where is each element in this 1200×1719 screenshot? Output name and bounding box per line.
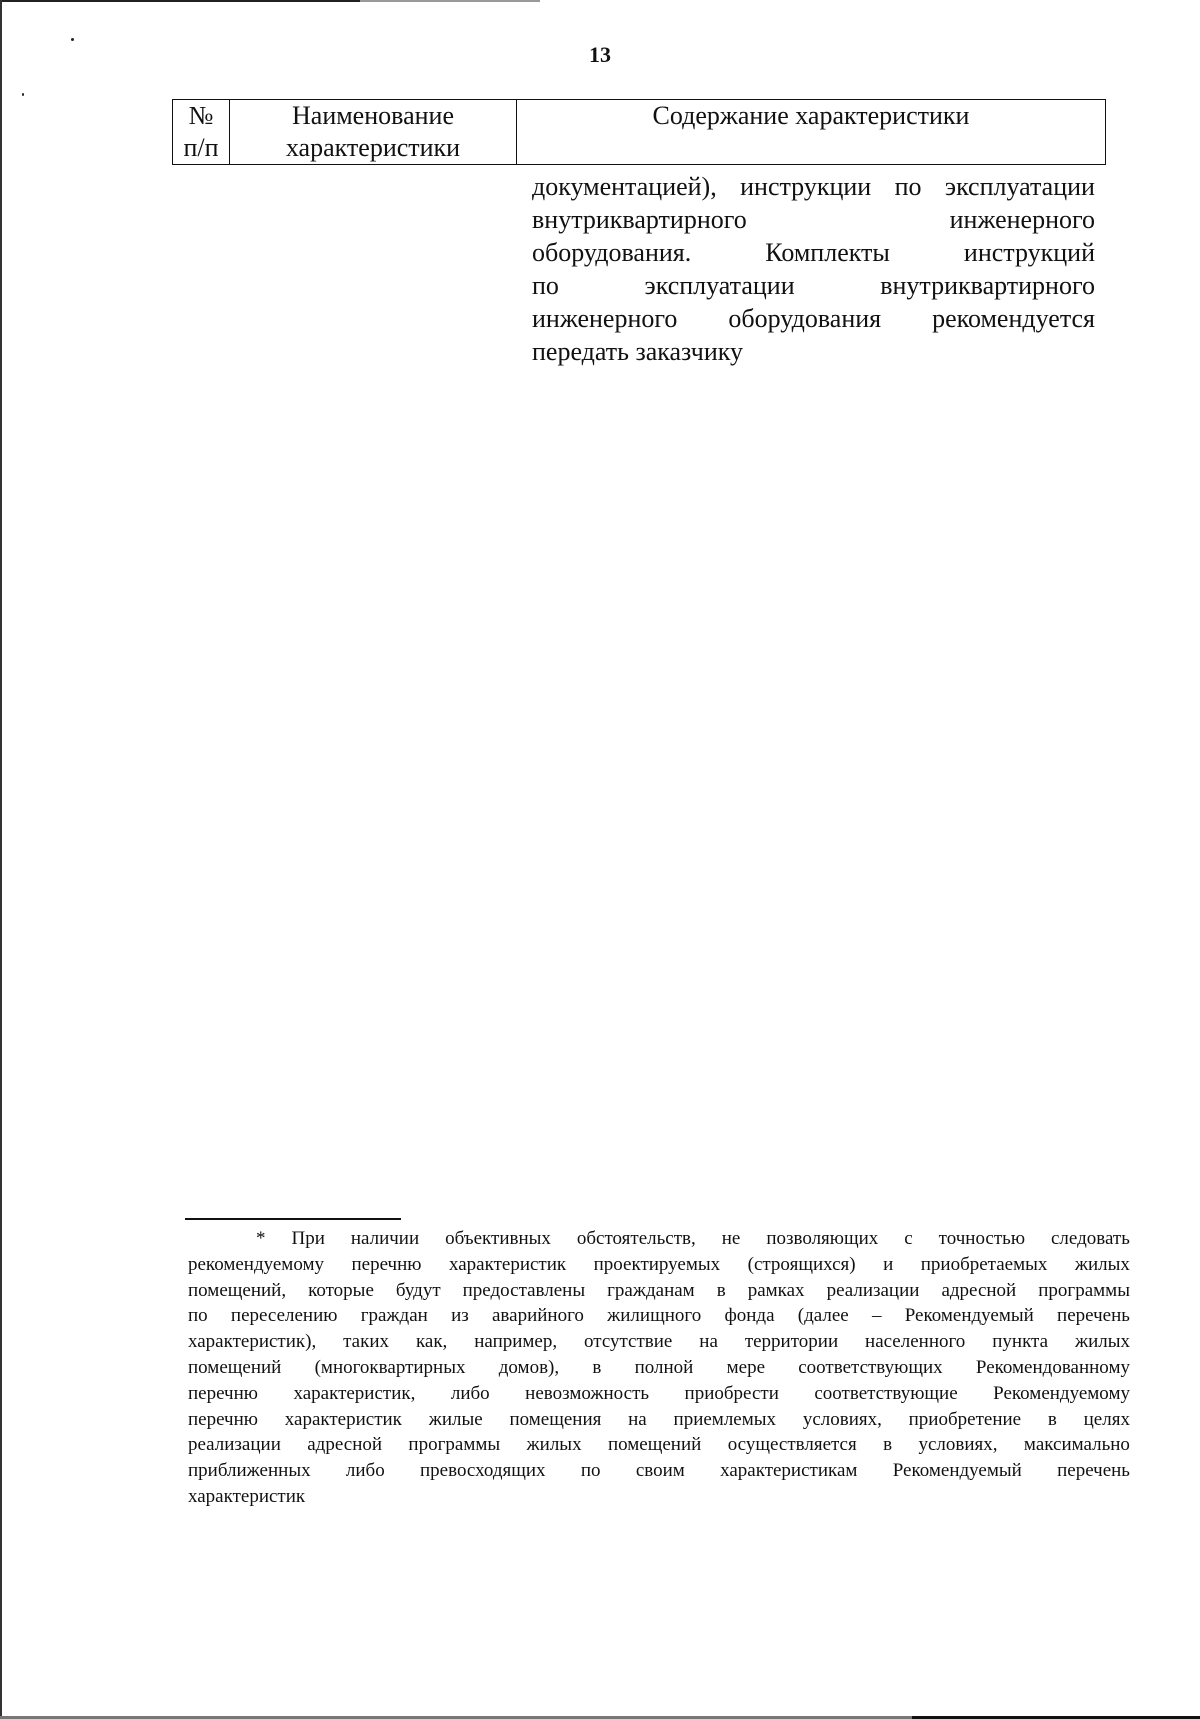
word: и [883,1253,894,1275]
word: помещений [607,1434,702,1456]
word: оборудования. [532,238,692,267]
word: – [871,1305,882,1327]
header-cell-content [517,100,1106,165]
word: соответствующих [798,1356,943,1378]
word: территории [744,1331,839,1353]
content-line [532,269,1095,302]
word: Комплекты [765,238,890,267]
content-continuation-text [532,170,1095,368]
scan-edge-left [0,0,2,1719]
word: (строящихся) [747,1253,856,1275]
word: населенного [865,1331,966,1353]
header-number-line-2: п/п [183,133,219,162]
footnote-line [188,1432,1130,1458]
header-number-line-1: № [188,101,214,130]
word: перечню [351,1253,422,1275]
word: помещений [188,1356,282,1378]
word: жилых [1074,1253,1130,1275]
word: приобретаемых [920,1253,1048,1275]
footnote-marker: * [256,1228,266,1249]
word: адресной [307,1434,383,1456]
word: перечень [1057,1305,1130,1327]
word: в [592,1356,602,1378]
word: условиях, [918,1434,998,1456]
word: невозможность [525,1382,650,1404]
word: оборудования [728,304,882,333]
word: в [716,1279,726,1301]
word: в [1047,1408,1057,1430]
word: осуществляется [727,1434,857,1456]
footnote-separator [185,1218,401,1220]
footnote-line [188,1329,1130,1355]
content-line [532,302,1095,335]
word: характеристик [188,1485,306,1507]
word: проектируемых [593,1253,721,1275]
word: Рекомендуемому [993,1382,1130,1404]
word: наличии [350,1228,420,1249]
word: не [721,1228,741,1249]
header-content-label: Содержание характеристики [652,101,970,130]
word: позволяющих [766,1228,879,1249]
scan-edge-top [0,0,1200,2]
footnote-line [188,1381,1130,1407]
footnote-line [188,1484,1130,1510]
word: приобрести [684,1382,779,1404]
header-cell-number [173,100,230,165]
word: эксплуатации [944,172,1095,201]
word: жилых [1074,1331,1130,1353]
word: характеристик [448,1253,567,1275]
word: реализации [826,1279,920,1301]
footnote-line [188,1458,1130,1484]
word: (многоквартирных [314,1356,466,1378]
word: условиях, [802,1408,882,1430]
footnote-line [188,1303,1130,1329]
word: внутриквартирного [532,205,747,234]
word: Рекомендуемый [892,1460,1022,1482]
word: следовать [1051,1228,1130,1249]
word: помещения [509,1408,602,1430]
word: отсутствие [584,1331,673,1353]
word: из [451,1305,469,1327]
word: инженерного [949,205,1095,234]
word: например, [474,1331,558,1353]
word: перечень [1057,1460,1130,1482]
word: объективных [445,1228,551,1249]
word: своим [635,1460,685,1482]
header-cell-name [230,100,517,165]
word: приближенных [188,1460,311,1482]
word: рекомендуется [932,304,1095,333]
word: мере [726,1356,765,1378]
word: превосходящих [420,1460,546,1482]
word: гражданам [607,1279,695,1301]
word: либо [345,1460,385,1482]
word: документацией), [532,172,717,201]
word: рамках [747,1279,805,1301]
footnote-line [188,1226,1130,1252]
word: таких [343,1331,390,1353]
footnote [188,1226,1130,1510]
word: жилищного [607,1305,702,1327]
characteristics-table-header [172,99,1106,165]
word: характеристик, [293,1382,416,1404]
word: в [883,1434,893,1456]
word: реализации [188,1434,281,1456]
word: переселению [230,1305,338,1327]
footnote-line [188,1278,1130,1304]
content-line [532,335,1095,368]
word: полной [634,1356,694,1378]
word: аварийного [491,1305,584,1327]
word: домов), [498,1356,560,1378]
word: программы [408,1434,501,1456]
word: которые [308,1279,374,1301]
content-line [532,170,1095,203]
content-line [532,236,1095,269]
content-line [532,203,1095,236]
word: с [904,1228,913,1249]
footnote-line [188,1407,1130,1433]
word: предоставлены [462,1279,586,1301]
word: приобретение [908,1408,1022,1430]
word: соответствующие [814,1382,958,1404]
word: эксплуатации [644,271,795,300]
header-name-line-1: Наименование [292,101,454,130]
word: Рекомендуемый [904,1305,1034,1327]
word: обстоятельств, [576,1228,696,1249]
word: по [188,1305,208,1327]
word: характеристикам [720,1460,858,1482]
word: рекомендуемому [188,1253,324,1275]
word: по [894,172,922,201]
page-number: 13 [589,42,611,67]
word: характеристик), [188,1331,317,1353]
word: по [532,271,559,300]
word: (далее [797,1305,849,1327]
word: жилые [428,1408,483,1430]
header-name-line-2: характеристики [285,133,461,162]
word: либо [450,1382,490,1404]
word: как, [415,1331,448,1353]
word: Рекомендованному [975,1356,1130,1378]
scan-speck [71,38,74,41]
word: инструкций [963,238,1095,267]
word: перечню [188,1382,258,1404]
footnote-line [188,1252,1130,1278]
word: помещений, [188,1279,287,1301]
word: характеристик [284,1408,402,1430]
word: точностью [938,1228,1026,1249]
word: максимально [1023,1434,1130,1456]
word: адресной [941,1279,1017,1301]
word: целях [1083,1408,1130,1430]
word: передать заказчику [532,337,744,366]
word: внутриквартирного [880,271,1095,300]
word: программы [1038,1279,1130,1301]
word: приемлемых [673,1408,777,1430]
word: пункта [992,1331,1049,1353]
footnote-line [188,1355,1130,1381]
word: фонда [724,1305,775,1327]
word: инженерного [532,304,678,333]
word: будут [395,1279,441,1301]
word: на [699,1331,718,1353]
word: граждан [360,1305,428,1327]
word: жилых [526,1434,582,1456]
word: инструкции [740,172,872,201]
word: по [580,1460,601,1482]
word: перечню [188,1408,258,1430]
word: При [291,1228,325,1249]
scan-speck [22,93,24,96]
word: на [628,1408,647,1430]
